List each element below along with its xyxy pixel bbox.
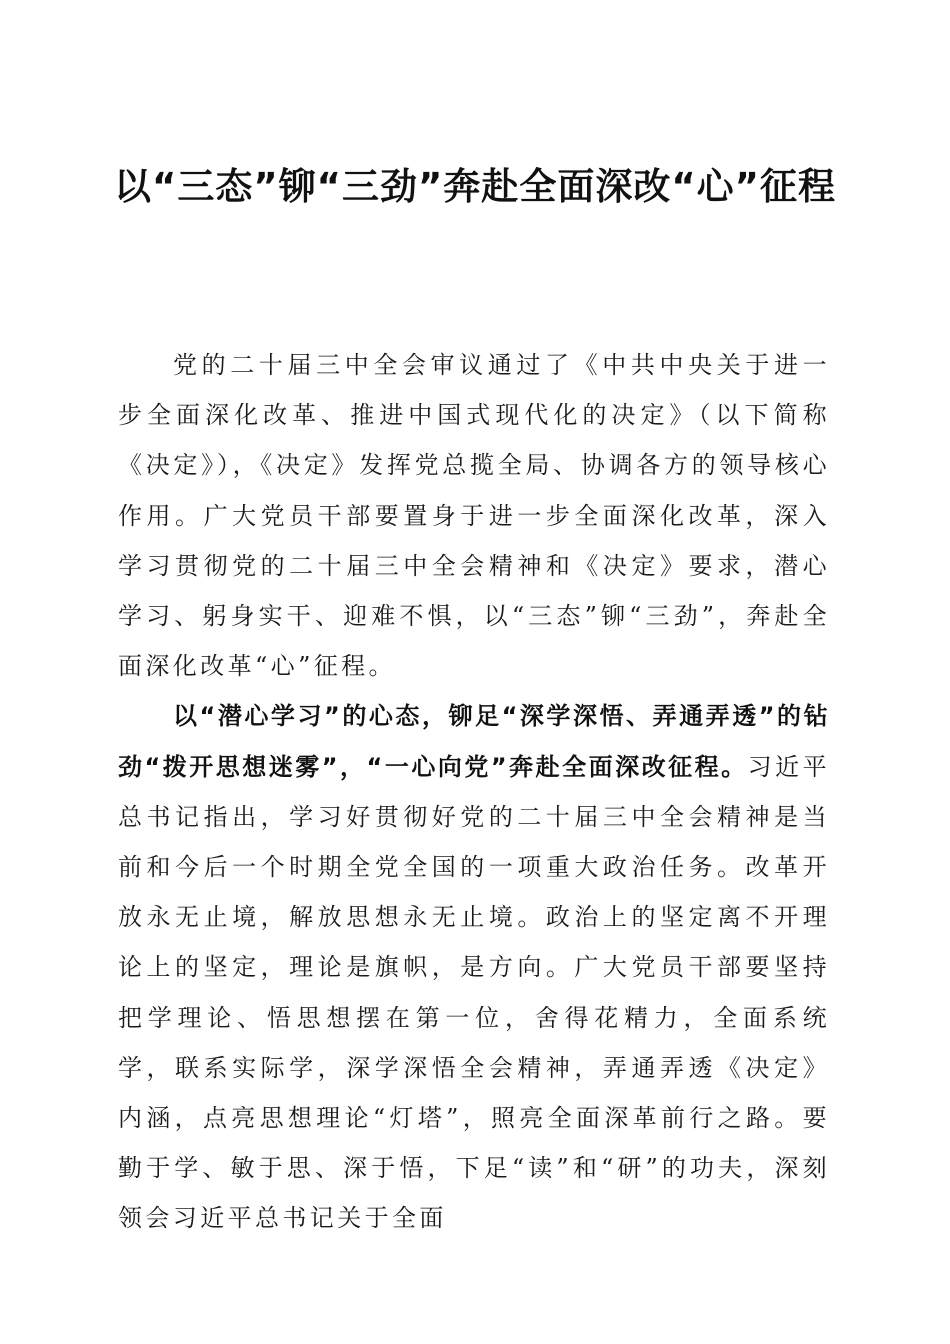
paragraph-text: 习近平总书记指出，学习好贯彻好党的二十届三中全会精神是当前和今后一个时期全党全国的一项重大政治任务。改革开放永无止境，解放思想永无止境。政治上的坚定离不开理论上的坚定，理论是旗帜，是方向。广大党员干部要坚持把学理论、悟思想摆在第一位，舍得花精力，全面系统学，联系实际学，深学深悟全会精神，弄通弄透《决定》内涵，点亮思想理论“灯塔”，照亮全面深革前行之路。要勤于学、敏于思、深于悟，下足“读”和“研”的功夫，深刻领会习近平总书记关于全面 [118, 752, 831, 1233]
paragraph [118, 340, 830, 691]
document-body [118, 340, 830, 1244]
paragraph-text: 党的二十届三中全会审议通过了《中共中央关于进一步全面深化改革、推进中国式现代化的决定》（以下简称《决定》），《决定》发挥党总揽全局、协调各方的领导核心作用。广大党员干部要置身于进一步全面深化改革，深入学习贯彻党的二十届三中全会精神和《决定》要求，潜心学习、躬身实干、迎难不惧，以“三态”铆“三劲”，奔赴全面深化改革“心”征程。 [118, 351, 830, 681]
paragraph [118, 691, 830, 1243]
paragraph-lead-sentence: 以“潜心学习”的心态，铆足“深学深悟、弄通弄透”的钻劲“拨开思想迷雾”，“一心向党”奔赴全面深改征程。 [118, 702, 830, 781]
document-title: 以“三态”铆“三劲”奔赴全面深改“心”征程 [114, 165, 836, 208]
